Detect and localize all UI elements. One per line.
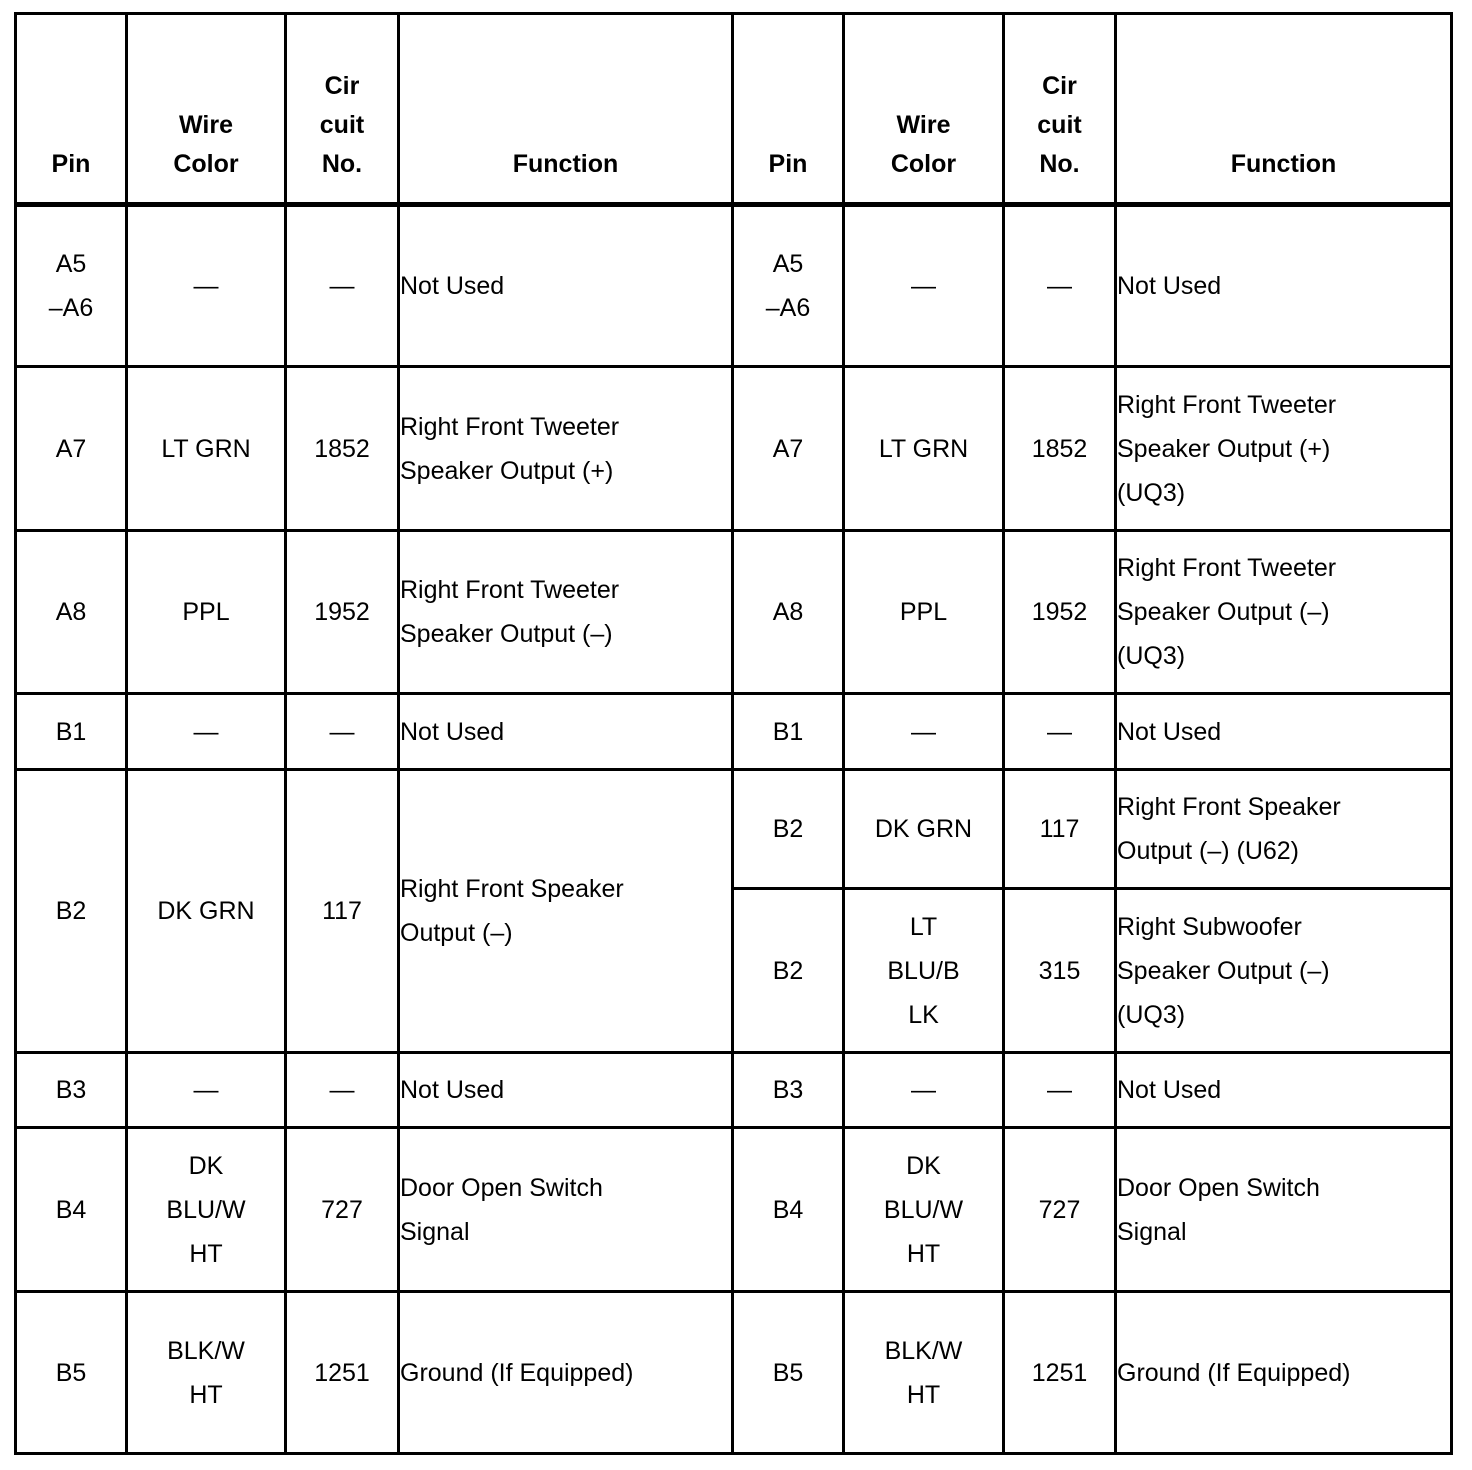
table-row bbox=[16, 531, 1452, 694]
header-circuit-no-right: Cir cuit No. bbox=[1004, 14, 1116, 205]
header-function-right: Function bbox=[1116, 14, 1452, 205]
table-row bbox=[16, 1128, 1452, 1292]
circuit-cell: 1251 bbox=[1004, 1292, 1116, 1454]
wire-color-cell: PPL bbox=[844, 531, 1004, 694]
wire-color-cell: BLK/W HT bbox=[844, 1292, 1004, 1454]
circuit-cell: 1852 bbox=[1004, 367, 1116, 531]
header-wire-color-right: Wire Color bbox=[844, 14, 1004, 205]
circuit-cell: — bbox=[286, 1053, 399, 1128]
header-function-left: Function bbox=[399, 14, 733, 205]
header-pin-right: Pin bbox=[733, 14, 844, 205]
wire-color-cell: DK GRN bbox=[127, 770, 286, 1053]
function-cell: Not Used bbox=[399, 205, 733, 367]
circuit-cell: 727 bbox=[286, 1128, 399, 1292]
table-row bbox=[16, 205, 1452, 367]
pin-cell: B5 bbox=[733, 1292, 844, 1454]
wire-color-cell: LT GRN bbox=[844, 367, 1004, 531]
function-cell: Right Front Tweeter Speaker Output (+) (UQ3) bbox=[1116, 367, 1452, 531]
wire-color-cell: LT BLU/B LK bbox=[844, 889, 1004, 1053]
pin-cell: B1 bbox=[16, 694, 127, 770]
pin-cell: A7 bbox=[16, 367, 127, 531]
header-wire-color-left: Wire Color bbox=[127, 14, 286, 205]
wire-color-cell: — bbox=[127, 1053, 286, 1128]
function-cell: Right Front Speaker Output (–) bbox=[399, 770, 733, 1053]
circuit-cell: 727 bbox=[1004, 1128, 1116, 1292]
table-row bbox=[16, 770, 1452, 889]
pin-cell: A5 –A6 bbox=[733, 205, 844, 367]
circuit-cell: 1952 bbox=[1004, 531, 1116, 694]
pin-cell: B5 bbox=[16, 1292, 127, 1454]
pin-cell: A8 bbox=[733, 531, 844, 694]
circuit-cell: — bbox=[1004, 205, 1116, 367]
function-cell: Right Front Tweeter Speaker Output (–) (UQ3) bbox=[1116, 531, 1452, 694]
wire-color-cell: — bbox=[127, 694, 286, 770]
pin-cell: B2 bbox=[16, 770, 127, 1053]
function-cell: Not Used bbox=[1116, 1053, 1452, 1128]
function-cell: Right Front Speaker Output (–) (U62) bbox=[1116, 770, 1452, 889]
table-row bbox=[16, 367, 1452, 531]
wire-color-cell: LT GRN bbox=[127, 367, 286, 531]
circuit-cell: 1852 bbox=[286, 367, 399, 531]
header-row bbox=[16, 14, 1452, 205]
function-cell: Right Subwoofer Speaker Output (–) (UQ3) bbox=[1116, 889, 1452, 1053]
function-cell: Door Open Switch Signal bbox=[1116, 1128, 1452, 1292]
function-cell: Not Used bbox=[1116, 694, 1452, 770]
wire-color-cell: DK BLU/W HT bbox=[127, 1128, 286, 1292]
pin-cell: B2 bbox=[733, 770, 844, 889]
function-cell: Ground (If Equipped) bbox=[399, 1292, 733, 1454]
function-cell: Right Front Tweeter Speaker Output (+) bbox=[399, 367, 733, 531]
wire-color-cell: DK GRN bbox=[844, 770, 1004, 889]
table-row bbox=[16, 1292, 1452, 1454]
function-cell: Not Used bbox=[399, 1053, 733, 1128]
table-row bbox=[16, 694, 1452, 770]
function-cell: Door Open Switch Signal bbox=[399, 1128, 733, 1292]
function-cell: Not Used bbox=[1116, 205, 1452, 367]
header-circuit-no-left: Cir cuit No. bbox=[286, 14, 399, 205]
function-cell: Not Used bbox=[399, 694, 733, 770]
circuit-cell: 117 bbox=[286, 770, 399, 1053]
circuit-cell: — bbox=[1004, 1053, 1116, 1128]
wire-color-cell: BLK/W HT bbox=[127, 1292, 286, 1454]
function-cell: Ground (If Equipped) bbox=[1116, 1292, 1452, 1454]
pin-cell: B2 bbox=[733, 889, 844, 1053]
circuit-cell: 315 bbox=[1004, 889, 1116, 1053]
pin-cell: B3 bbox=[733, 1053, 844, 1128]
pin-cell: A8 bbox=[16, 531, 127, 694]
circuit-cell: 1251 bbox=[286, 1292, 399, 1454]
circuit-cell: — bbox=[1004, 694, 1116, 770]
circuit-cell: 117 bbox=[1004, 770, 1116, 889]
pin-cell: A7 bbox=[733, 367, 844, 531]
circuit-cell: — bbox=[286, 694, 399, 770]
wire-color-cell: DK BLU/W HT bbox=[844, 1128, 1004, 1292]
header-pin-left: Pin bbox=[16, 14, 127, 205]
wire-color-cell: — bbox=[844, 205, 1004, 367]
pin-cell: B4 bbox=[16, 1128, 127, 1292]
wire-color-cell: — bbox=[127, 205, 286, 367]
wire-color-cell: — bbox=[844, 694, 1004, 770]
pin-cell: B3 bbox=[16, 1053, 127, 1128]
function-cell: Right Front Tweeter Speaker Output (–) bbox=[399, 531, 733, 694]
pin-cell: B1 bbox=[733, 694, 844, 770]
pin-cell: B4 bbox=[733, 1128, 844, 1292]
wire-color-cell: — bbox=[844, 1053, 1004, 1128]
pin-cell: A5 –A6 bbox=[16, 205, 127, 367]
table-row bbox=[16, 1053, 1452, 1128]
circuit-cell: 1952 bbox=[286, 531, 399, 694]
pinout-table bbox=[14, 12, 1453, 1455]
circuit-cell: — bbox=[286, 205, 399, 367]
wire-color-cell: PPL bbox=[127, 531, 286, 694]
